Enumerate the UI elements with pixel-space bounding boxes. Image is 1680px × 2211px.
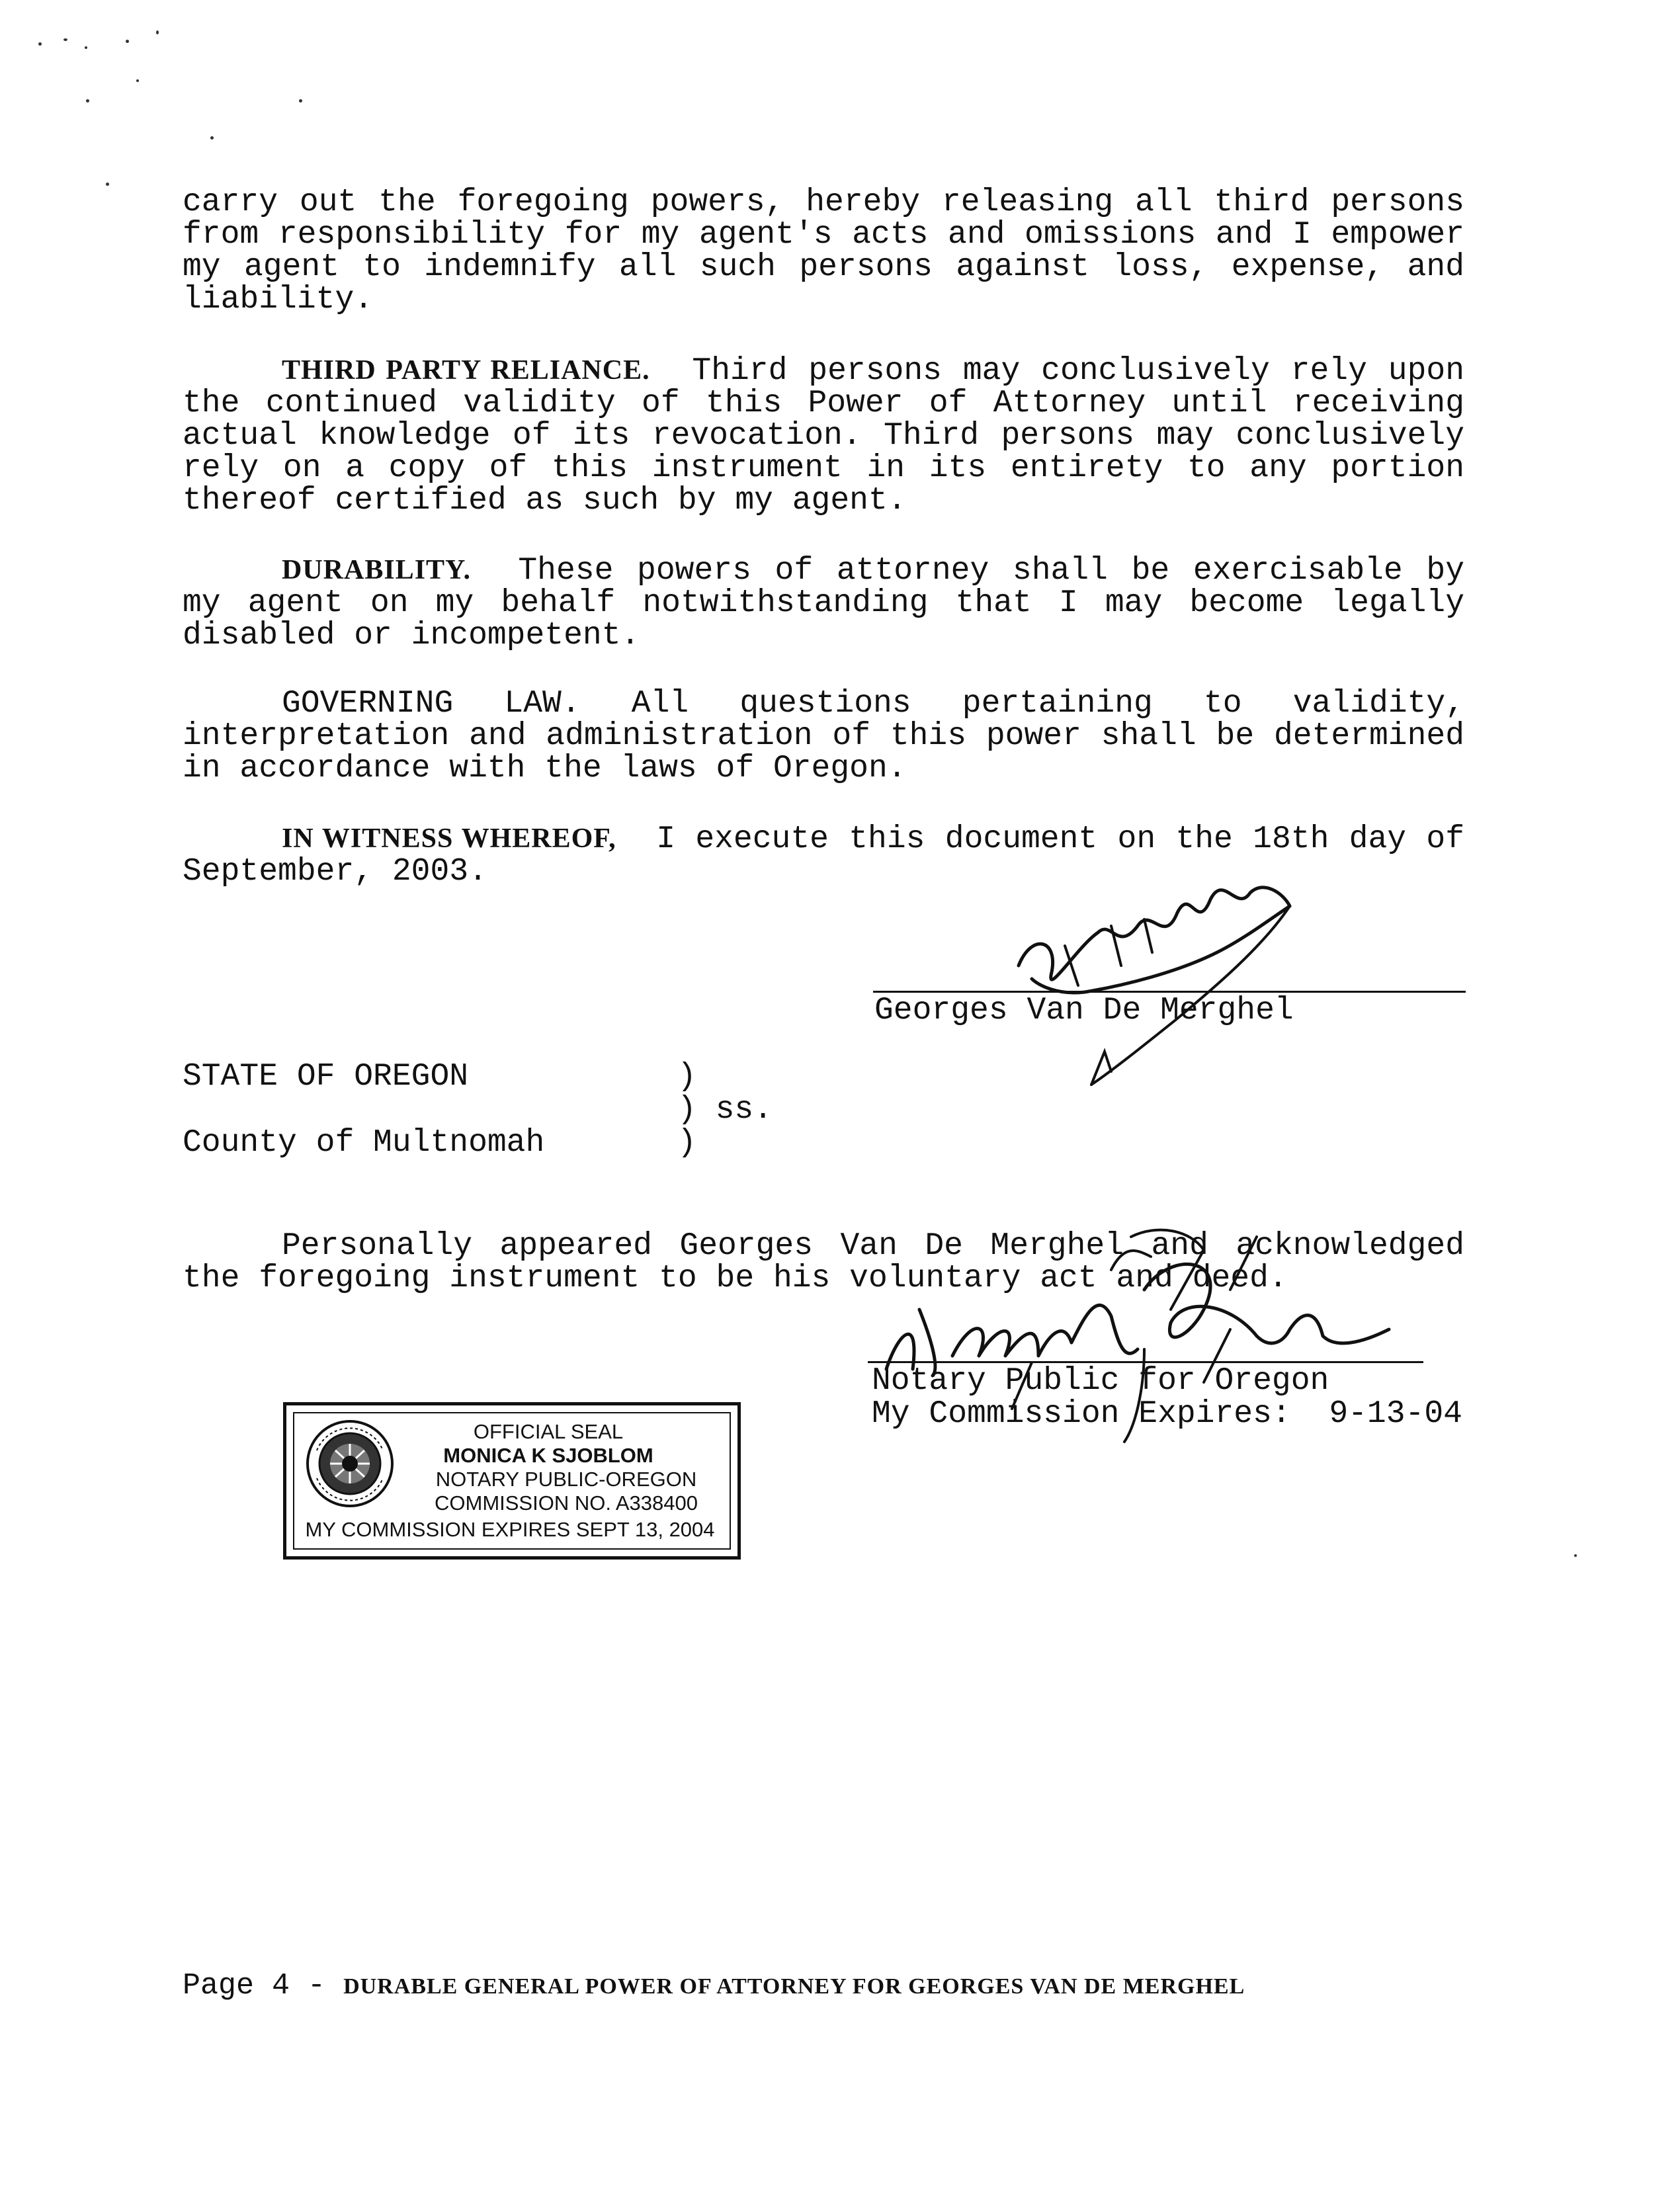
notary-title: Notary Public for Oregon [872, 1363, 1329, 1399]
witness-body: I execute this document on the 18th day of September, 2003. [183, 821, 1465, 890]
seal-line-name: MONICA K SJOBLOM [443, 1444, 653, 1467]
scan-speck [156, 30, 159, 34]
scan-speck [106, 183, 109, 186]
scan-speck [126, 40, 129, 43]
state-seal-emblem-icon [304, 1417, 396, 1510]
scan-speck [86, 99, 89, 103]
acknowledgment-paragraph [183, 1230, 1464, 1295]
venue-paren-1: ) [677, 1059, 696, 1095]
third-party-body: Third persons may conclusively rely upon the continued validity of this Power of Attorney until receiving actual knowledge of its revocation. Third persons may conclusively rely on a copy of this instrument in its entirety to any portion thereof certified as such by my agent. [183, 353, 1465, 519]
durability-heading: DURABILITY. [282, 555, 472, 585]
scan-speck [38, 42, 42, 46]
notary-commission-date: 9-13-04 [1329, 1396, 1462, 1432]
intro-paragraph [183, 187, 1464, 316]
intro-text: carry out the foregoing powers, hereby releasing all third persons from responsibility for my agent's acts and omissions and I empower my agent to indemnify all such persons against loss, expense, and liability. [183, 185, 1464, 317]
scan-speck [1574, 1554, 1577, 1557]
governing-law-paragraph [183, 688, 1464, 785]
scan-speck [63, 38, 67, 41]
seal-line-expires: MY COMMISSION EXPIRES SEPT 13, 2004 [305, 1518, 715, 1541]
venue-county: County of Multnomah [183, 1125, 545, 1161]
footer-page-label: Page 4 - [183, 1969, 326, 2003]
scan-speck [136, 79, 139, 82]
scan-speck [299, 99, 302, 103]
notary-commission [872, 1398, 1462, 1431]
seal-line-official: OFFICIAL SEAL [473, 1420, 624, 1443]
acknowledgment-text: Personally appeared Georges Van De Merghel and acknowledged the foregoing instrument to be his voluntary act and deed. [183, 1228, 1464, 1296]
witness-heading: IN WITNESS WHEREOF, [282, 823, 616, 854]
durability-paragraph [183, 554, 1464, 652]
venue-state: STATE OF OREGON [183, 1059, 469, 1095]
signatory-signature [979, 853, 1323, 1091]
durability-body: These powers of attorney shall be exercisable by my agent on my behalf notwithstanding that I may become legally disabled or incompetent. [183, 553, 1464, 653]
scan-speck [210, 136, 214, 140]
notary-commission-label: My Commission Expires: [872, 1396, 1291, 1432]
witness-paragraph [183, 823, 1464, 888]
venue-paren-3: ) [677, 1125, 696, 1161]
seal-line-commission: COMMISSION NO. A338400 [435, 1491, 698, 1515]
third-party-reliance-paragraph [183, 355, 1464, 517]
signatory-name: Georges Van De Merghel [874, 993, 1294, 1028]
governing-body: All questions pertaining to validity, interpretation and administration of this power shall be determined in accordance with the laws of Oregon. [183, 686, 1464, 786]
governing-heading: GOVERNING LAW. [282, 686, 581, 722]
third-party-heading: THIRD PARTY RELIANCE. [282, 355, 650, 386]
footer-title: DURABLE GENERAL POWER OF ATTORNEY FOR GEORGES VAN DE MERGHEL [343, 1974, 1245, 1999]
page-footer [183, 1970, 1245, 2003]
scan-speck [85, 46, 87, 49]
venue-paren-2: ) ss. [677, 1092, 773, 1128]
seal-line-notary: NOTARY PUBLIC-OREGON [435, 1468, 697, 1491]
official-notary-seal [283, 1402, 741, 1560]
